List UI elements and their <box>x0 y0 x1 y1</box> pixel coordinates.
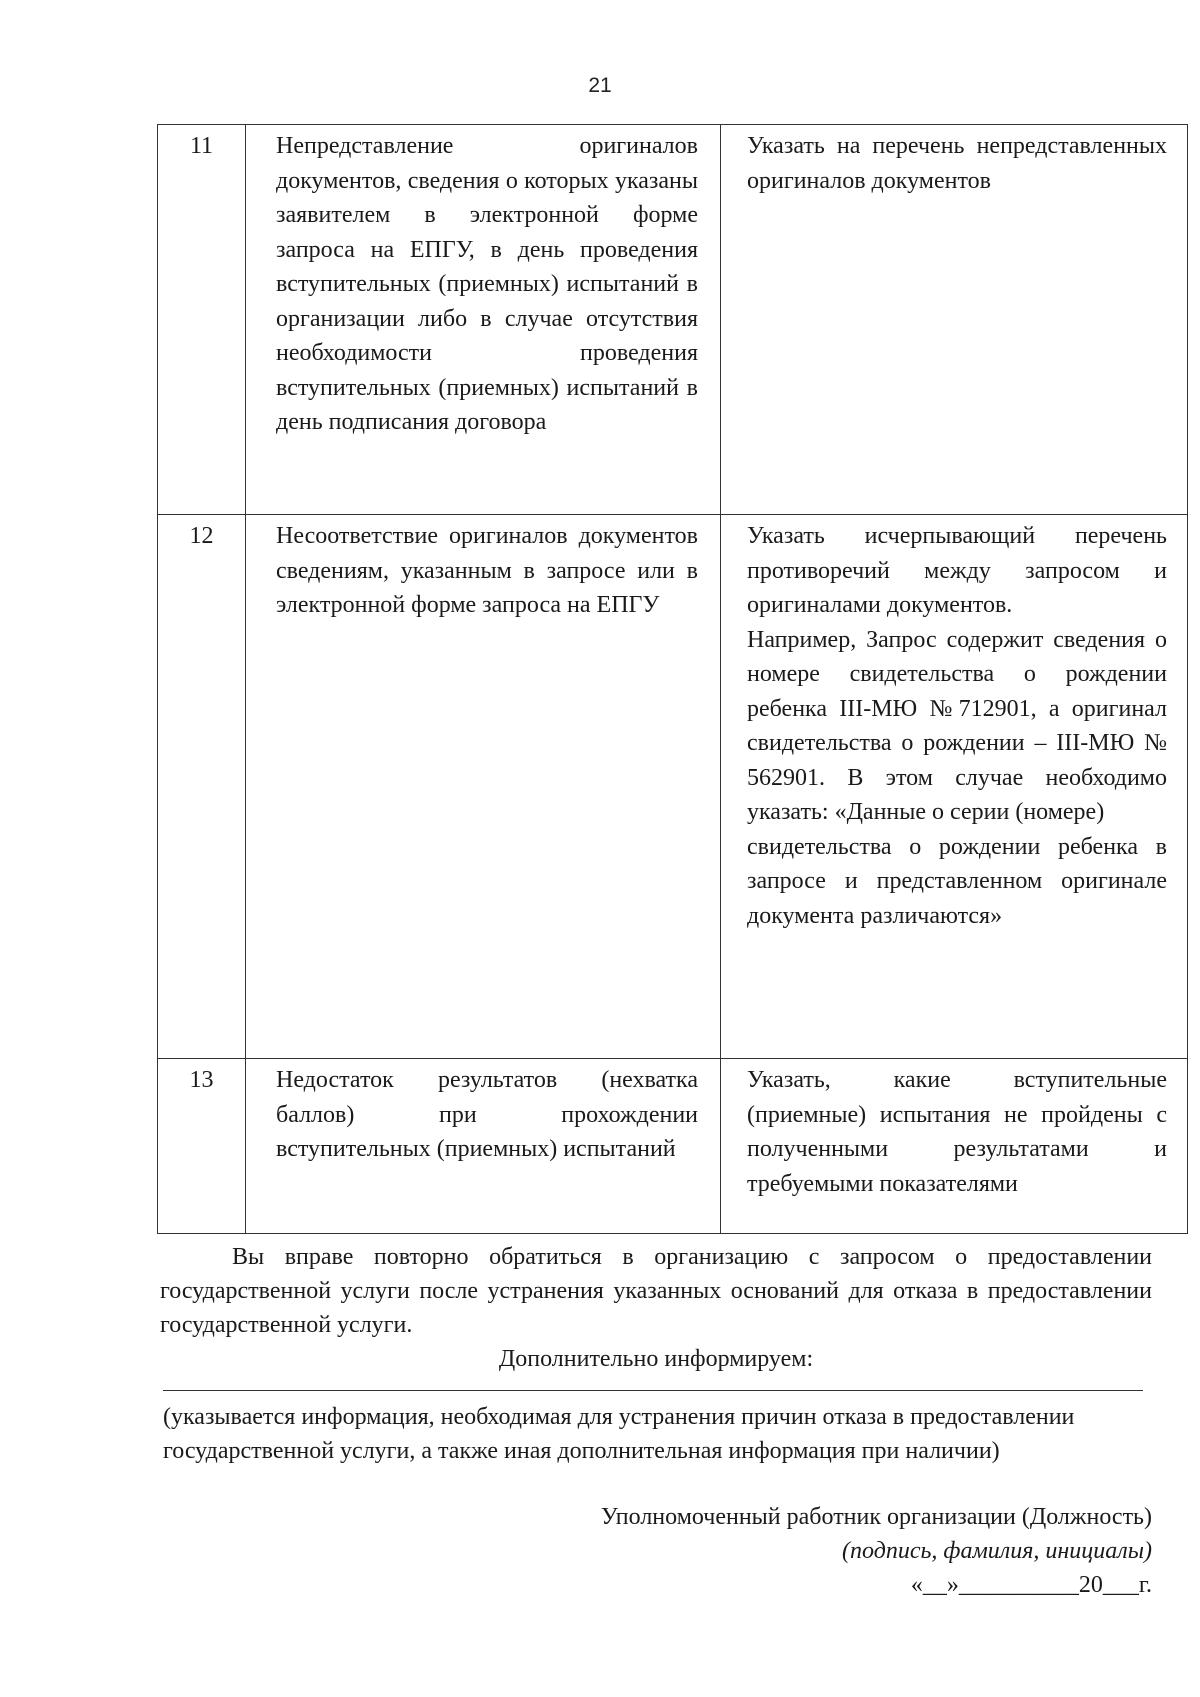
refusal-reason: Несоответствие оригиналов документов сведениям, указанным в запросе или в электронной форме запроса на ЕПГУ <box>246 515 721 1059</box>
reapply-paragraph: Вы вправе повторно обратиться в организацию с запросом о предоставлении государственной услуги после устранения указанных оснований для отказа в предоставлении государственной услуги. <box>160 1244 1152 1338</box>
signature-date: «__»__________20___г. <box>910 1572 1152 1598</box>
signature-title: Уполномоченный работник организации (Должность) <box>600 1504 1152 1530</box>
explanation-text: Указать, какие вступительные (приемные) испытания не пройдены с полученными результатами и требуемыми показателями <box>747 1067 1167 1197</box>
signature-fields: (подпись, фамилия, инициалы) <box>842 1538 1152 1564</box>
refusal-explanation <box>721 125 1188 515</box>
table-row <box>158 515 1188 1059</box>
refusal-explanation <box>721 515 1188 1059</box>
refusal-reasons-table <box>157 124 1188 1234</box>
fill-in-line <box>163 1390 1143 1391</box>
page-number: 21 <box>588 74 612 97</box>
table-row <box>158 1059 1188 1234</box>
refusal-reason: Недостаток результатов (нехватка баллов) при прохождении вступительных (приемных) испытаний <box>246 1059 721 1234</box>
signature-block <box>252 1500 1152 1602</box>
refusal-explanation <box>721 1059 1188 1234</box>
table-row <box>158 125 1188 515</box>
note-text: (указывается информация, необходимая для устранения причин отказа в предоставлении государственной услуги, а также иная дополнительная информация при наличии) <box>163 1404 1075 1464</box>
row-number: 13 <box>158 1059 246 1234</box>
additional-info-heading: Дополнительно информируем: <box>498 1346 814 1372</box>
refusal-reason: Непредставление оригиналов документов, сведения о которых указаны заявителем в электронной форме запроса на ЕПГУ, в день проведения вступительных (приемных) испытаний в организации либо в случае отсутствия необходимости проведения вступительных (приемных) испытаний в день подписания договора <box>246 125 721 515</box>
explanation-text: Указать на перечень непредставленных оригиналов документов <box>747 133 1167 194</box>
after-table-text <box>160 1240 1152 1376</box>
explanation-text: Указать исчерпывающий перечень противоречий между запросом и оригиналами документов. <box>747 523 1167 618</box>
explanation-example: Например, Запрос содержит сведения о номере свидетельства о рождении ребенка III-МЮ №712901, а оригинал свидетельства о рождении – III-МЮ № 562901. В этом случае необходимо указать: «Данные о серии (номере) <box>747 626 1167 825</box>
row-number: 11 <box>158 125 246 515</box>
fill-in-note <box>163 1400 1123 1468</box>
row-number: 12 <box>158 515 246 1059</box>
explanation-example-continued: свидетельства о рождении ребенка в запросе и представленном оригинале документа различаются» <box>747 833 1167 929</box>
